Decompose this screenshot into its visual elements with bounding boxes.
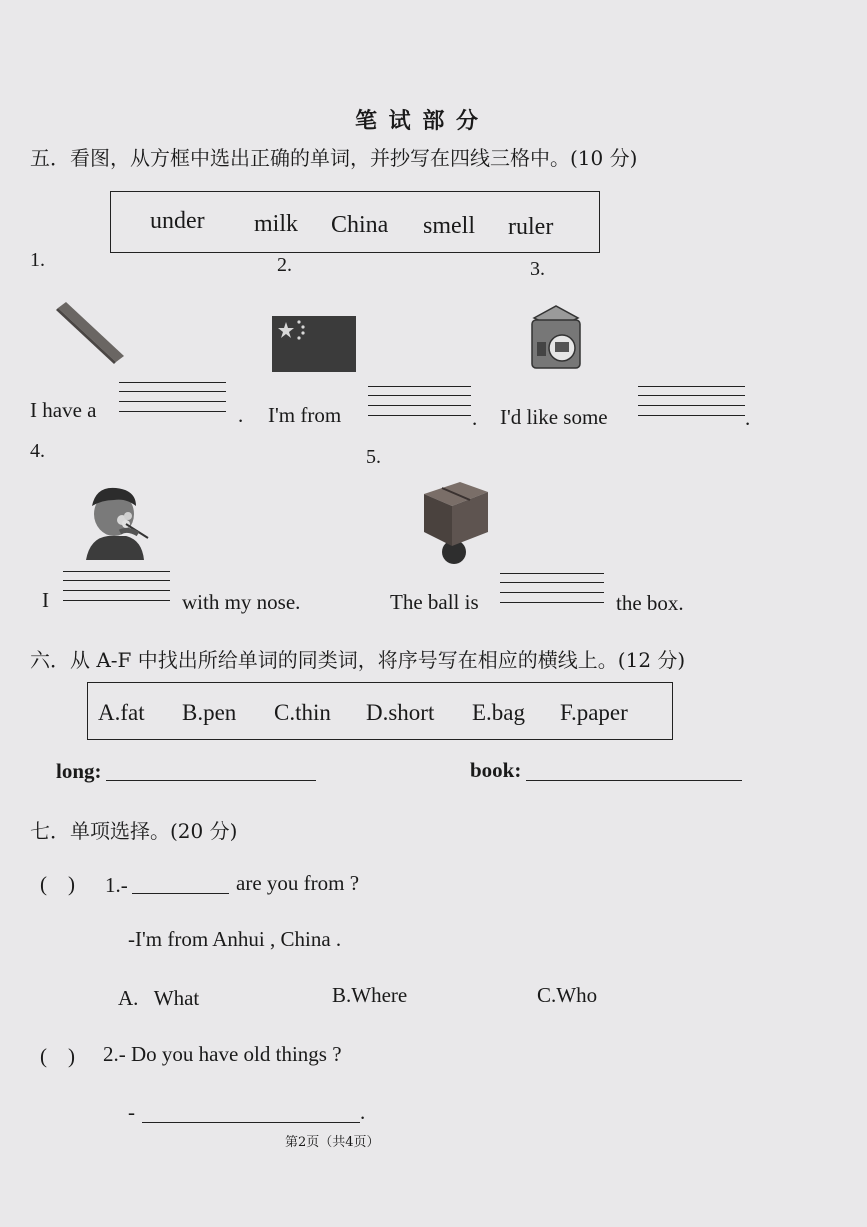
answer-grid-2[interactable] [368,386,471,416]
sentence-prefix: I have a [30,398,97,422]
question-tail: are you from ? [236,871,360,895]
answer-grid-5[interactable] [500,573,604,603]
choice-option[interactable]: C.Who [537,983,598,1007]
option-item: D.short [366,700,435,725]
reply-prefix: - [128,1100,135,1124]
reply-blank[interactable] [142,1122,360,1123]
answer-paren: ( ) [40,872,75,896]
sentence-prefix: I'd like some [500,405,608,429]
option-item: E.bag [472,700,526,725]
answer-grid-4[interactable] [63,571,170,601]
prompt-long: long: [56,759,102,783]
sentence-suffix: . [745,406,751,430]
item-number: 2. [277,254,292,276]
word-bank-word: under [150,208,205,234]
answer-line-book[interactable] [526,780,742,781]
word-bank-word: ruler [508,214,554,240]
answer-line-long[interactable] [106,780,316,781]
choice-option[interactable]: B.Where [332,983,408,1007]
answer-grid-3[interactable] [638,386,745,416]
page-title: 笔 试 部 分 [355,108,480,134]
item-number: 5. [366,446,381,468]
question-stem: 1.- [105,873,128,897]
page-footer: 第2页（共4页） [285,1135,380,1150]
item-number: 4. [30,440,45,462]
question-blank[interactable] [132,893,229,894]
section7-heading: 七．单项选择。(20 分) [30,819,238,843]
question-stem: 2.- Do you have old things ? [103,1042,342,1066]
section5-heading: 五．看图，从方框中选出正确的单词，并抄写在四线三格中。(10 分) [30,146,638,170]
china-flag-icon [272,316,356,372]
option-item: A.fat [98,700,145,725]
sentence-suffix: with my nose. [182,590,301,614]
option-item: F.paper [560,700,628,725]
sentence-prefix: I'm from [268,403,342,427]
sentence-suffix: . [238,403,244,427]
choice-option[interactable]: A. What [118,986,200,1010]
milk-carton-icon [526,304,586,370]
question-answer: -I'm from Anhui , China . [128,927,342,951]
ruler-icon [52,300,128,366]
sentence-suffix: . [472,406,478,430]
word-bank-word: smell [423,213,475,239]
prompt-book: book: [470,758,522,782]
reply-suffix: . [360,1100,366,1124]
answer-grid-1[interactable] [119,382,226,412]
item-number: 1. [30,249,45,271]
ball-under-box-icon [420,480,492,566]
sentence-suffix: the box. [616,591,684,615]
sentence-prefix: I [42,588,49,612]
option-item: B.pen [182,700,237,725]
sentence-prefix: The ball is [390,590,479,614]
word-bank-word: milk [254,211,299,237]
section6-heading: 六．从 A-F 中找出所给单词的同类词，将序号写在相应的横线上。(12 分) [30,648,686,672]
item-number: 3. [530,258,545,280]
word-bank-word: China [331,212,389,238]
answer-paren: ( ) [40,1044,75,1068]
option-item: C.thin [274,700,331,725]
boy-smelling-flower-icon [82,484,158,562]
